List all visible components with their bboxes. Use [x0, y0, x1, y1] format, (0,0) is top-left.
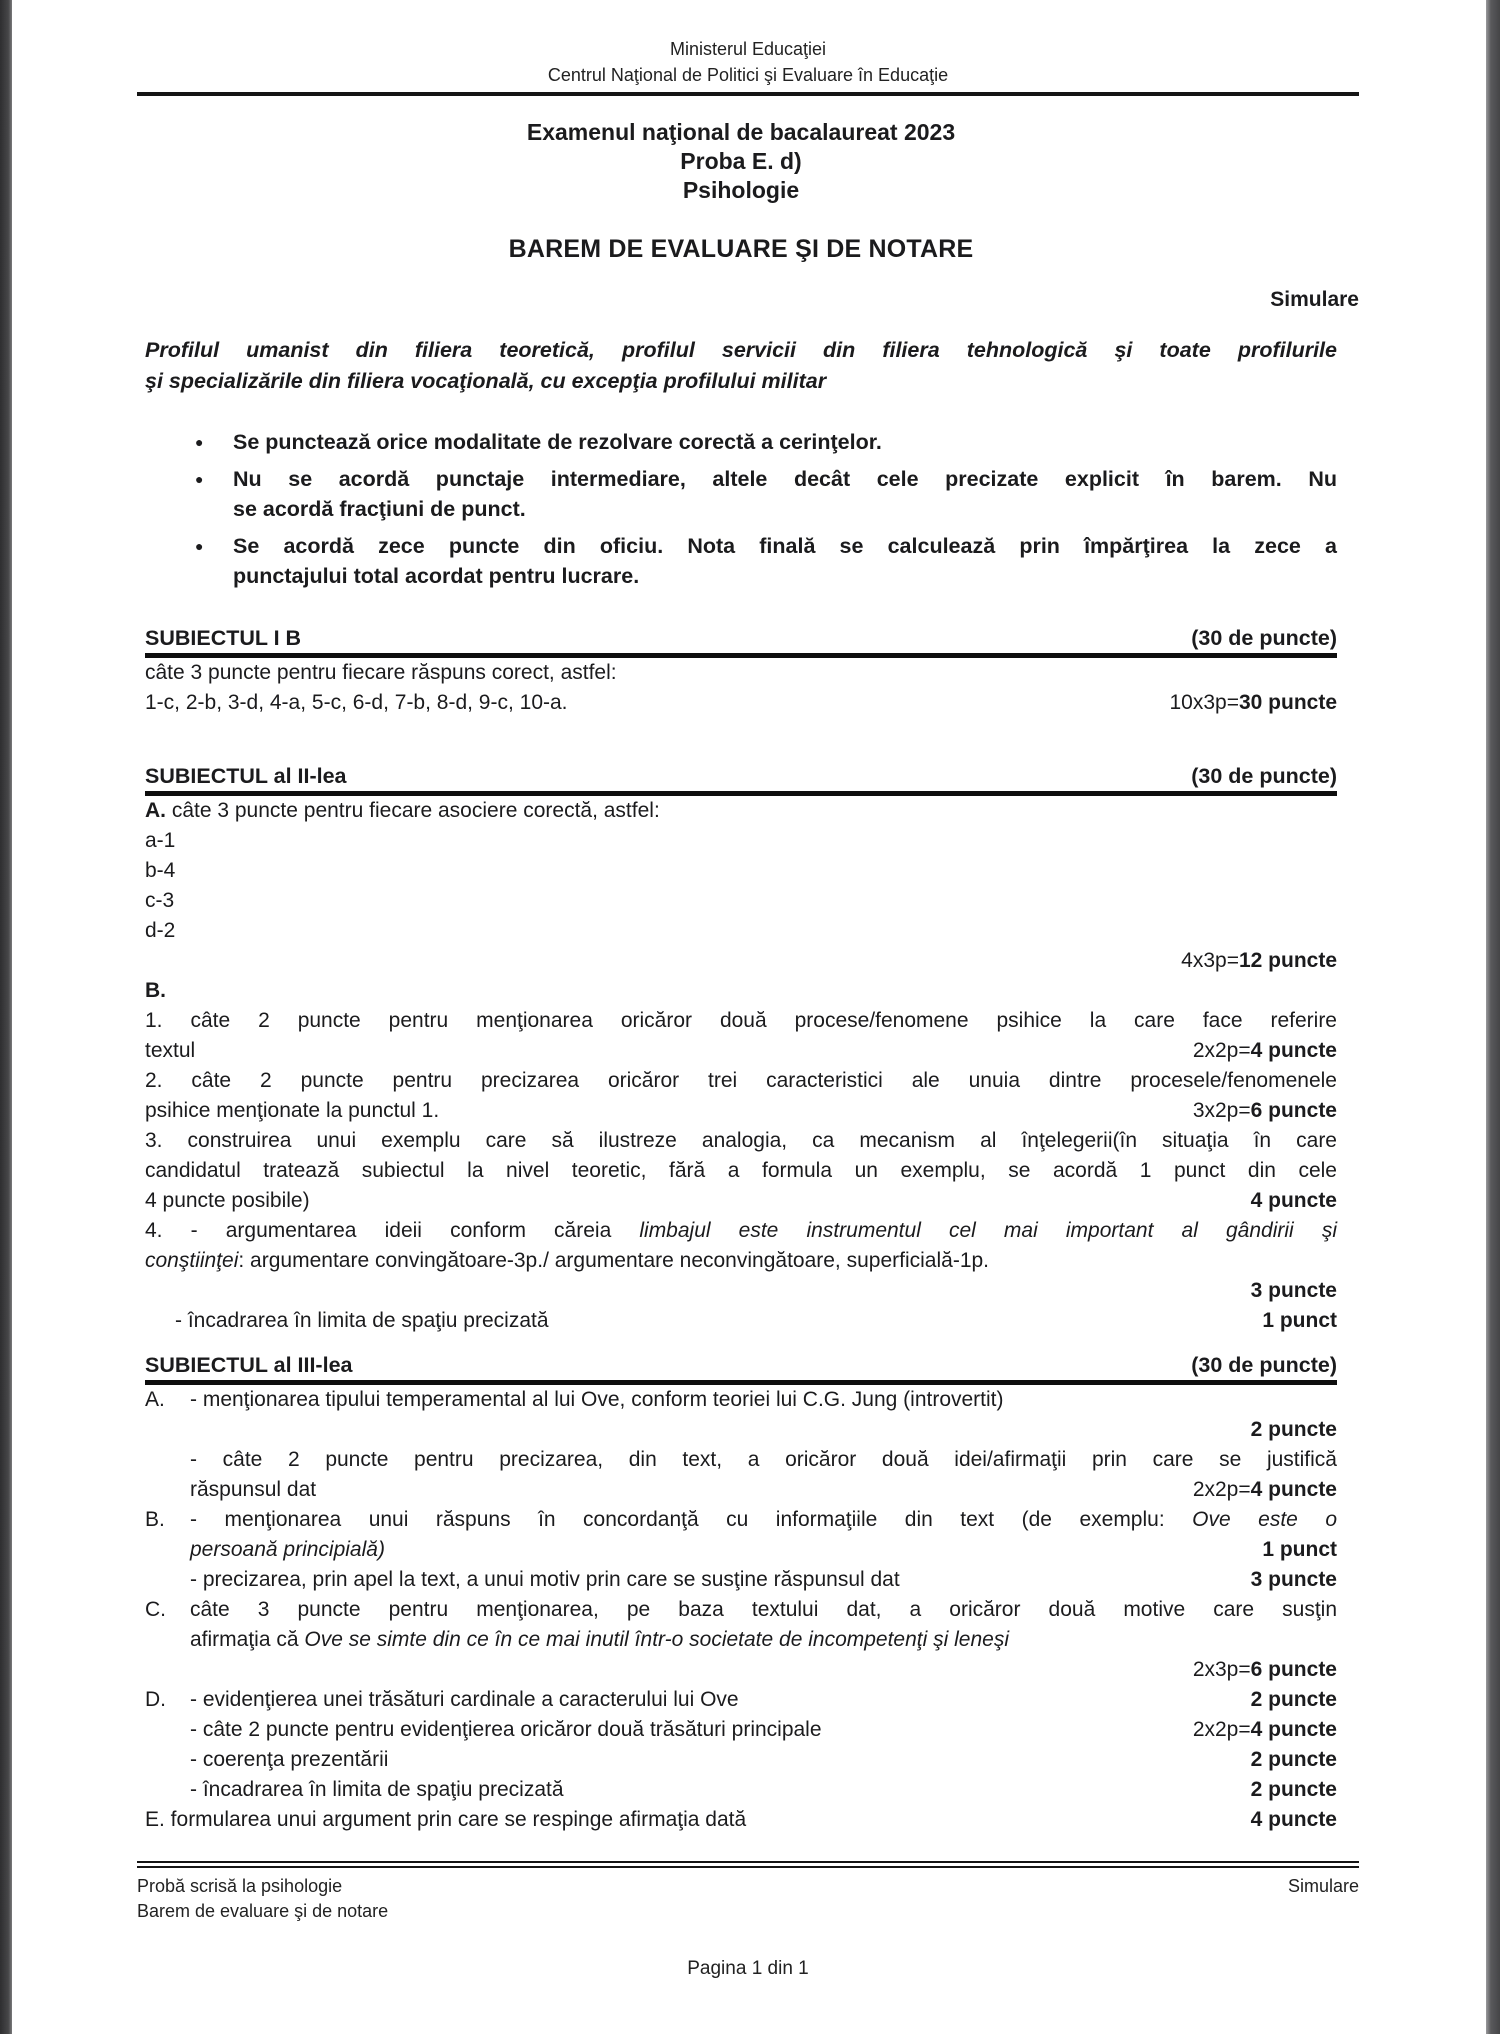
doc-footer — [137, 1861, 1359, 1980]
note-item — [195, 464, 1337, 524]
note-item — [195, 427, 1337, 457]
section-1 — [145, 625, 1337, 718]
doc-line — [145, 1505, 1337, 1535]
line-letter — [145, 1535, 190, 1565]
points-value — [1183, 1715, 1337, 1745]
line-letter — [145, 1625, 190, 1655]
line-text — [145, 1276, 1241, 1306]
text-segment: limbajul este instrumentul cel mai important al gândirii şi — [639, 1219, 1337, 1242]
line-text — [190, 1475, 1183, 1505]
text-segment: candidatul tratează subiectul la nivel teoretic, fără a formula un exemplu, se acordă 1 punct din cele — [145, 1159, 1337, 1182]
note-item — [195, 531, 1337, 591]
text-segment: 10x3p= — [1169, 691, 1239, 714]
text-segment: 2 puncte — [1250, 1778, 1337, 1801]
doc-line — [145, 1415, 1337, 1445]
points-value — [1241, 1415, 1337, 1445]
text-segment: 3 puncte — [1250, 1279, 1337, 1302]
text-segment: : argumentare convingătoare-3p./ argumentare neconvingătoare, superficială-1p. — [238, 1249, 990, 1272]
text-segment: 2x3p= — [1192, 1658, 1251, 1681]
text-segment: 4 puncte — [1250, 1189, 1337, 1212]
text-segment: câte 3 puncte pentru fiecare asociere corectă, astfel: — [166, 799, 660, 822]
text-segment: 1 punct — [1262, 1309, 1337, 1332]
points-value — [1241, 1775, 1337, 1805]
page-number: Pagina 1 din 1 — [687, 1958, 809, 1979]
section-title: SUBIECTUL al III-lea — [145, 1353, 353, 1377]
line-text — [145, 1126, 1337, 1156]
note-line: Se acordă zece puncte din oficiu. Nota finală se calculează prin împărţirea la zece a — [233, 534, 1337, 558]
points-value — [1241, 1565, 1337, 1595]
profile-note-line2: şi specializările din filiera vocaţională, cu excepţia profilului militar — [145, 369, 827, 393]
doc-line — [145, 1306, 1337, 1336]
points-value — [1171, 946, 1337, 976]
doc-line — [145, 1655, 1337, 1685]
line-letter: D. — [145, 1688, 166, 1711]
line-text — [145, 1156, 1337, 1186]
line-text — [190, 1745, 1241, 1775]
text-segment: - menţionarea unui răspuns în concordanţă cu informaţiile din text (de exemplu: — [190, 1508, 1193, 1531]
text-segment: 4 puncte — [1250, 1039, 1337, 1062]
doc-line — [145, 1625, 1337, 1655]
text-segment: textul — [145, 1039, 196, 1062]
doc-header — [137, 36, 1359, 96]
line-text — [190, 1445, 1337, 1475]
section-title: SUBIECTUL I B — [145, 626, 302, 650]
text-segment: conştiinţei — [145, 1249, 239, 1272]
exam-title: Examenul naţional de bacalaureat 2023 — [526, 119, 956, 145]
text-segment: 12 puncte — [1238, 949, 1337, 972]
doc-line — [145, 1096, 1337, 1126]
doc-line — [145, 1475, 1337, 1505]
doc-line — [145, 1685, 1337, 1715]
doc-line — [145, 1535, 1337, 1565]
note-text — [233, 464, 1337, 524]
section-3 — [145, 1352, 1337, 1835]
doc-page — [12, 0, 1486, 2034]
points-value — [1183, 1475, 1337, 1505]
doc-line — [145, 1006, 1337, 1036]
text-segment: b-4 — [145, 859, 176, 882]
text-segment: A. — [145, 799, 166, 822]
subject-title: Psihologie — [682, 177, 800, 203]
line-text — [145, 1066, 1337, 1096]
line-text — [190, 1715, 1183, 1745]
text-segment: 6 puncte — [1250, 1658, 1337, 1681]
line-letter — [145, 1565, 190, 1595]
line-text — [145, 1186, 1241, 1216]
text-segment: 1. câte 2 puncte pentru menţionarea oricăror două procese/fenomene psihice la care face referire — [145, 1009, 1337, 1032]
line-letter — [145, 1475, 190, 1505]
section-points: (30 de puncte) — [1191, 764, 1337, 788]
footer-simulare: Simulare — [1287, 1876, 1359, 1896]
doc-line — [145, 1126, 1337, 1156]
doc-line — [145, 1445, 1337, 1475]
doc-line — [145, 1156, 1337, 1186]
text-segment: 4x3p= — [1181, 949, 1239, 972]
doc-line — [145, 946, 1337, 976]
line-text — [145, 1006, 1337, 1036]
text-segment: 4 puncte — [1250, 1478, 1337, 1501]
line-text — [190, 1655, 1183, 1685]
line-text — [145, 1216, 1337, 1246]
line-text — [145, 1036, 1183, 1066]
text-segment: 4 puncte — [1250, 1808, 1337, 1831]
note-line: se acordă fracţiuni de punct. — [233, 497, 526, 521]
text-segment: psihice menţionate la punctul 1. — [145, 1099, 440, 1122]
line-text — [190, 1775, 1241, 1805]
line-text — [145, 688, 1159, 718]
viewer-left-border — [0, 0, 12, 2034]
simulare-label-top: Simulare — [1270, 288, 1359, 311]
points-value — [1252, 1306, 1337, 1336]
text-segment: 2 puncte — [1250, 1688, 1337, 1711]
line-text — [190, 1535, 1252, 1565]
text-segment: - câte 2 puncte pentru evidenţierea oricăror două trăsături principale — [190, 1718, 822, 1741]
doc-line — [145, 1565, 1337, 1595]
line-text — [145, 856, 1337, 886]
text-segment: - coerenţa prezentării — [190, 1748, 389, 1771]
title-block — [145, 118, 1337, 205]
text-segment: câte 3 puncte pentru fiecare răspuns corect, astfel: — [145, 661, 617, 684]
line-letter — [145, 1745, 190, 1775]
points-value — [1252, 1535, 1337, 1565]
text-segment: 2. câte 2 puncte pentru precizarea oricăror trei caracteristici ale unuia dintre procesele/fenomenele — [145, 1069, 1337, 1092]
line-letter: C. — [145, 1598, 166, 1621]
points-value — [1241, 1745, 1337, 1775]
bullet-icon: ● — [195, 471, 204, 487]
text-segment: 2x2p= — [1192, 1478, 1251, 1501]
bullet-icon: ● — [195, 538, 204, 554]
line-text — [145, 1805, 1241, 1835]
line-text — [190, 1595, 1337, 1625]
text-segment: 4. - argumentarea ideii conform căreia — [145, 1219, 640, 1242]
text-segment: - evidenţierea unei trăsături cardinale a caracterului lui Ove — [190, 1688, 739, 1711]
note-text — [233, 531, 1337, 591]
points-value — [1241, 1685, 1337, 1715]
line-text — [145, 658, 1337, 688]
text-segment: c-3 — [145, 889, 175, 912]
bullet-icon: ● — [195, 434, 204, 450]
text-segment: câte 3 puncte pentru menţionarea, pe baza textului dat, a oricăror două motive care susţin — [190, 1598, 1337, 1621]
points-value — [1241, 1276, 1337, 1306]
text-segment: 2x2p= — [1192, 1718, 1251, 1741]
proba-title: Proba E. d) — [680, 148, 802, 174]
text-segment: 2 puncte — [1250, 1418, 1337, 1441]
doc-line — [145, 1775, 1337, 1805]
line-text — [190, 1565, 1241, 1595]
doc-line — [145, 1385, 1337, 1415]
footer-rule — [137, 1861, 1359, 1868]
line-text — [145, 826, 1337, 856]
points-value — [1159, 688, 1337, 718]
doc-line — [145, 1036, 1337, 1066]
text-segment: persoană principială) — [190, 1538, 385, 1561]
section-2 — [145, 763, 1337, 1336]
doc-line — [145, 796, 1337, 826]
line-text — [190, 1685, 1241, 1715]
text-segment: E. formularea unui argument prin care se respinge afirmaţia dată — [145, 1808, 747, 1831]
doc-line — [145, 658, 1337, 688]
text-segment: 1-c, 2-b, 3-d, 4-a, 5-c, 6-d, 7-b, 8-d, 9-c, 10-a. — [145, 691, 568, 714]
footer-doc-subtitle: Barem de evaluare şi de notare — [137, 1901, 389, 1921]
section-heading — [145, 1352, 1337, 1385]
line-text — [190, 1385, 1337, 1415]
doc-line — [145, 1595, 1337, 1625]
text-segment: Ove se simte din ce în ce mai inutil într-o societate de incompetenţi şi leneşi — [304, 1628, 1009, 1651]
viewer-right-border — [1486, 0, 1500, 2034]
doc-line — [145, 976, 1337, 1006]
general-notes — [145, 427, 1337, 591]
line-text — [145, 916, 1337, 946]
points-value — [1183, 1036, 1337, 1066]
text-segment: 3. construirea unui exemplu care să ilustreze analogia, ca mecanism al înţelegerii(în situaţia în care — [145, 1129, 1337, 1152]
section-gap — [145, 1336, 1337, 1352]
text-segment: Ove este o — [1192, 1508, 1338, 1531]
text-segment: - menţionarea tipului temperamental al lui Ove, conform teoriei lui C.G. Jung (introvertit) — [190, 1388, 1004, 1411]
section-heading — [145, 763, 1337, 796]
doc-line — [145, 1216, 1337, 1246]
doc-line — [145, 1805, 1337, 1835]
text-segment: afirmaţia că — [190, 1628, 305, 1651]
line-letter: B. — [145, 1508, 165, 1531]
sections — [145, 625, 1337, 1835]
header-rule — [137, 88, 1359, 96]
line-text — [145, 796, 1337, 826]
text-segment: a-1 — [145, 829, 176, 852]
doc-line — [145, 1186, 1337, 1216]
line-letter — [145, 1715, 190, 1745]
profile-note-line1: Profilul umanist din filiera teoretică, profilul servicii din filiera tehnologică şi toate profilurile — [145, 338, 1337, 362]
line-text — [145, 976, 1337, 1006]
profile-note — [145, 335, 1337, 397]
line-letter — [145, 1775, 190, 1805]
section-points: (30 de puncte) — [1191, 626, 1337, 650]
text-segment: d-2 — [145, 919, 176, 942]
note-line: Nu se acordă punctaje intermediare, altele decât cele precizate explicit în barem. Nu — [233, 467, 1337, 491]
text-segment: - încadrarea în limita de spaţiu precizată — [175, 1309, 549, 1332]
doc-line — [145, 856, 1337, 886]
doc-line — [145, 826, 1337, 856]
text-segment: 1 punct — [1262, 1538, 1337, 1561]
footer-doc-type: Probă scrisă la psihologie — [137, 1876, 343, 1896]
header-org-line2: Centrul Naţional de Politici şi Evaluare în Educaţie — [547, 65, 949, 85]
points-value — [1183, 1096, 1337, 1126]
text-segment: 2x2p= — [1192, 1039, 1251, 1062]
text-segment: 3x2p= — [1192, 1099, 1251, 1122]
doc-line — [145, 688, 1337, 718]
doc-line — [145, 916, 1337, 946]
points-value — [1241, 1186, 1337, 1216]
points-value — [1183, 1655, 1337, 1685]
line-letter — [145, 1415, 190, 1445]
text-segment: 4 puncte — [1250, 1718, 1337, 1741]
points-value — [1241, 1805, 1337, 1835]
doc-line — [145, 1745, 1337, 1775]
note-text — [233, 427, 1337, 457]
line-text — [175, 1306, 1252, 1336]
section-gap — [145, 718, 1337, 763]
doc-line — [145, 1715, 1337, 1745]
text-segment: 6 puncte — [1250, 1099, 1337, 1122]
doc-line — [145, 886, 1337, 916]
line-text — [145, 886, 1337, 916]
line-text — [145, 946, 1171, 976]
line-letter — [145, 1655, 190, 1685]
line-letter: A. — [145, 1388, 165, 1411]
text-segment: 4 puncte posibile) — [145, 1189, 310, 1212]
line-text — [190, 1625, 1337, 1655]
text-segment: B. — [145, 979, 166, 1002]
section-heading — [145, 625, 1337, 658]
text-segment: 2 puncte — [1250, 1748, 1337, 1771]
text-segment: răspunsul dat — [190, 1478, 317, 1501]
text-segment: 30 puncte — [1238, 691, 1337, 714]
line-text — [145, 1096, 1183, 1126]
note-line: punctajului total acordat pentru lucrare. — [233, 564, 640, 588]
text-segment: 3 puncte — [1250, 1568, 1337, 1591]
line-letter — [145, 1445, 190, 1475]
line-text — [190, 1415, 1241, 1445]
text-segment: - câte 2 puncte pentru precizarea, din text, a oricăror două idei/afirmaţii prin care se justifică — [190, 1448, 1337, 1471]
doc-line — [145, 1246, 1337, 1276]
section-points: (30 de puncte) — [1191, 1353, 1337, 1377]
header-org-line1: Ministerul Educaţiei — [669, 39, 827, 59]
note-line: Se punctează orice modalitate de rezolvare corectă a cerinţelor. — [233, 430, 882, 454]
section-title: SUBIECTUL al II-lea — [145, 764, 347, 788]
line-text — [190, 1505, 1337, 1535]
text-segment: - încadrarea în limita de spaţiu precizată — [190, 1778, 564, 1801]
doc-line — [145, 1066, 1337, 1096]
line-text — [145, 1246, 1337, 1276]
barem-title: BAREM DE EVALUARE ŞI DE NOTARE — [508, 235, 974, 263]
text-segment: - precizarea, prin apel la text, a unui motiv prin care se susţine răspunsul dat — [190, 1568, 900, 1591]
doc-line — [145, 1276, 1337, 1306]
